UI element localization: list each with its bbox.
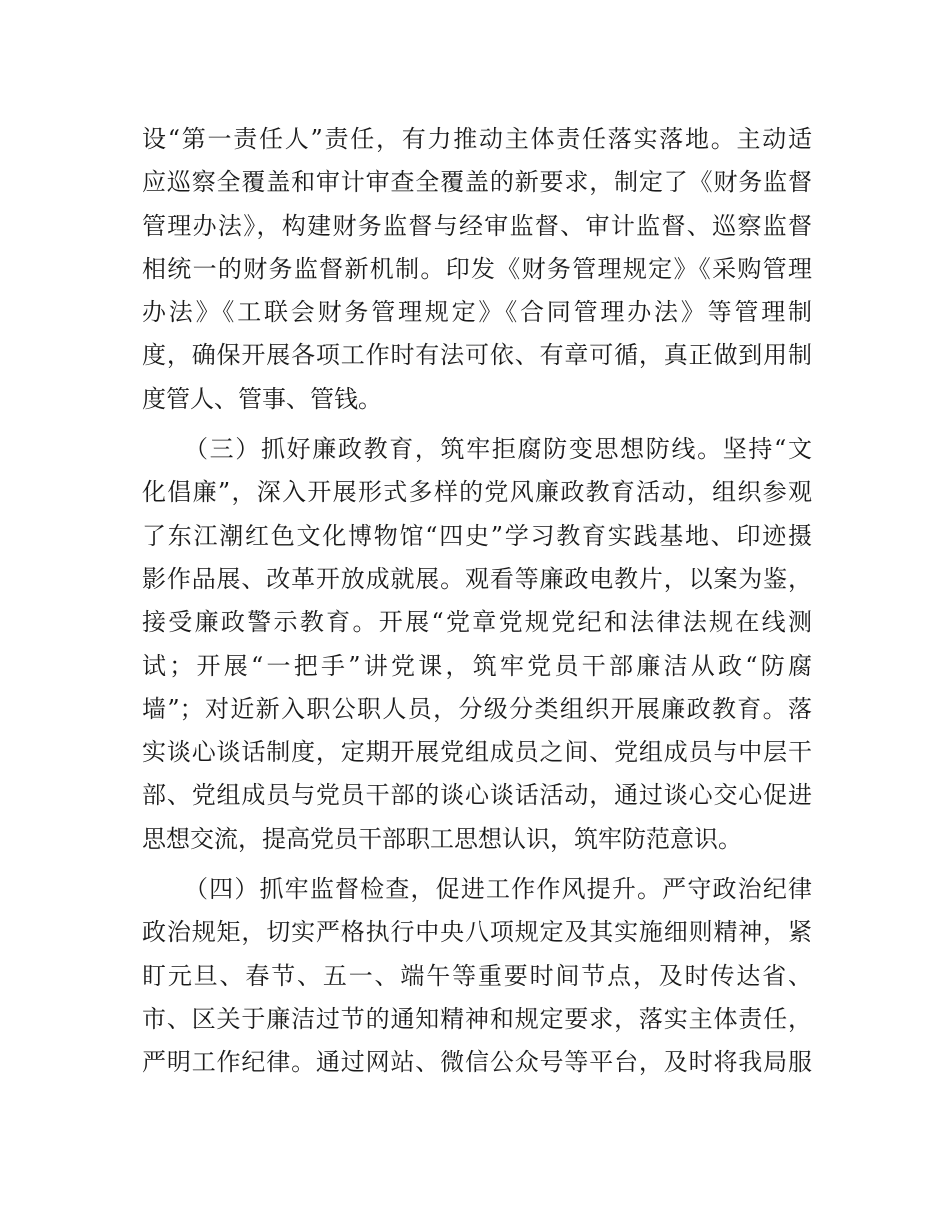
text-line: 设“第一责任人”责任，有力推动主体责任落实落地。主动适	[142, 125, 812, 153]
text-line: 度，确保开展各项工作时有法可依、有章可循，真正做到用制	[142, 341, 812, 370]
text-line: 接受廉政警示教育。开展“党章党规党纪和法律法规在线测	[142, 608, 812, 637]
text-line: 相统一的财务监督新机制。印发《财务管理规定》《采购管理	[142, 254, 812, 283]
text-line: （三）抓好廉政教育，筑牢拒腐防变思想防线。坚持“文	[184, 435, 812, 464]
text-line: （四）抓牢监督检查，促进工作作风提升。严守政治纪律	[184, 875, 812, 904]
paragraph-gap	[142, 861, 812, 868]
text-line: 思想交流，提高党员干部职工思想认识，筑牢防范意识。	[142, 824, 742, 853]
text-line: 度管人、管事、管钱。	[142, 384, 382, 413]
paragraph-integrity-education	[142, 428, 812, 861]
paragraph-responsibility	[142, 118, 812, 421]
text-line: 墙”；对近新入职公职人员，分级分类组织开展廉政教育。落	[142, 694, 812, 723]
text-line: 市、区关于廉洁过节的通知精神和规定要求，落实主体责任，	[142, 1004, 812, 1033]
text-line: 部、党组成员与党员干部的谈心谈话活动，通过谈心交心促进	[142, 781, 812, 810]
text-line: 试；开展“一把手”讲党课，筑牢党员干部廉洁从政“防腐	[142, 651, 812, 680]
text-line: 影作品展、改革开放成就展。观看等廉政电教片，以案为鉴，	[142, 564, 812, 593]
paragraph-gap	[142, 421, 812, 428]
text-line: 办法》《工联会财务管理规定》《合同管理办法》等管理制	[142, 298, 812, 327]
text-line: 盯元旦、春节、五一、端午等重要时间节点，及时传达省、	[142, 961, 812, 990]
paragraph-supervision	[142, 868, 812, 1084]
text-line: 了东江潮红色文化博物馆“四史”学习教育实践基地、印迹摄	[142, 521, 812, 550]
text-line: 政治规矩，切实严格执行中央八项规定及其实施细则精神，紧	[142, 918, 812, 947]
text-line: 实谈心谈话制度，定期开展党组成员之间、党组成员与中层干	[142, 738, 812, 767]
text-line: 严明工作纪律。通过网站、微信公众号等平台，及时将我局服	[142, 1048, 812, 1077]
text-line: 化倡廉”，深入开展形式多样的党风廉政教育活动，组织参观	[142, 478, 812, 507]
text-line: 管理办法》，构建财务监督与经审监督、审计监督、巡察监督	[142, 211, 812, 240]
document-body	[142, 118, 812, 1085]
text-line: 应巡察全覆盖和审计审查全覆盖的新要求，制定了《财务监督	[142, 168, 812, 197]
